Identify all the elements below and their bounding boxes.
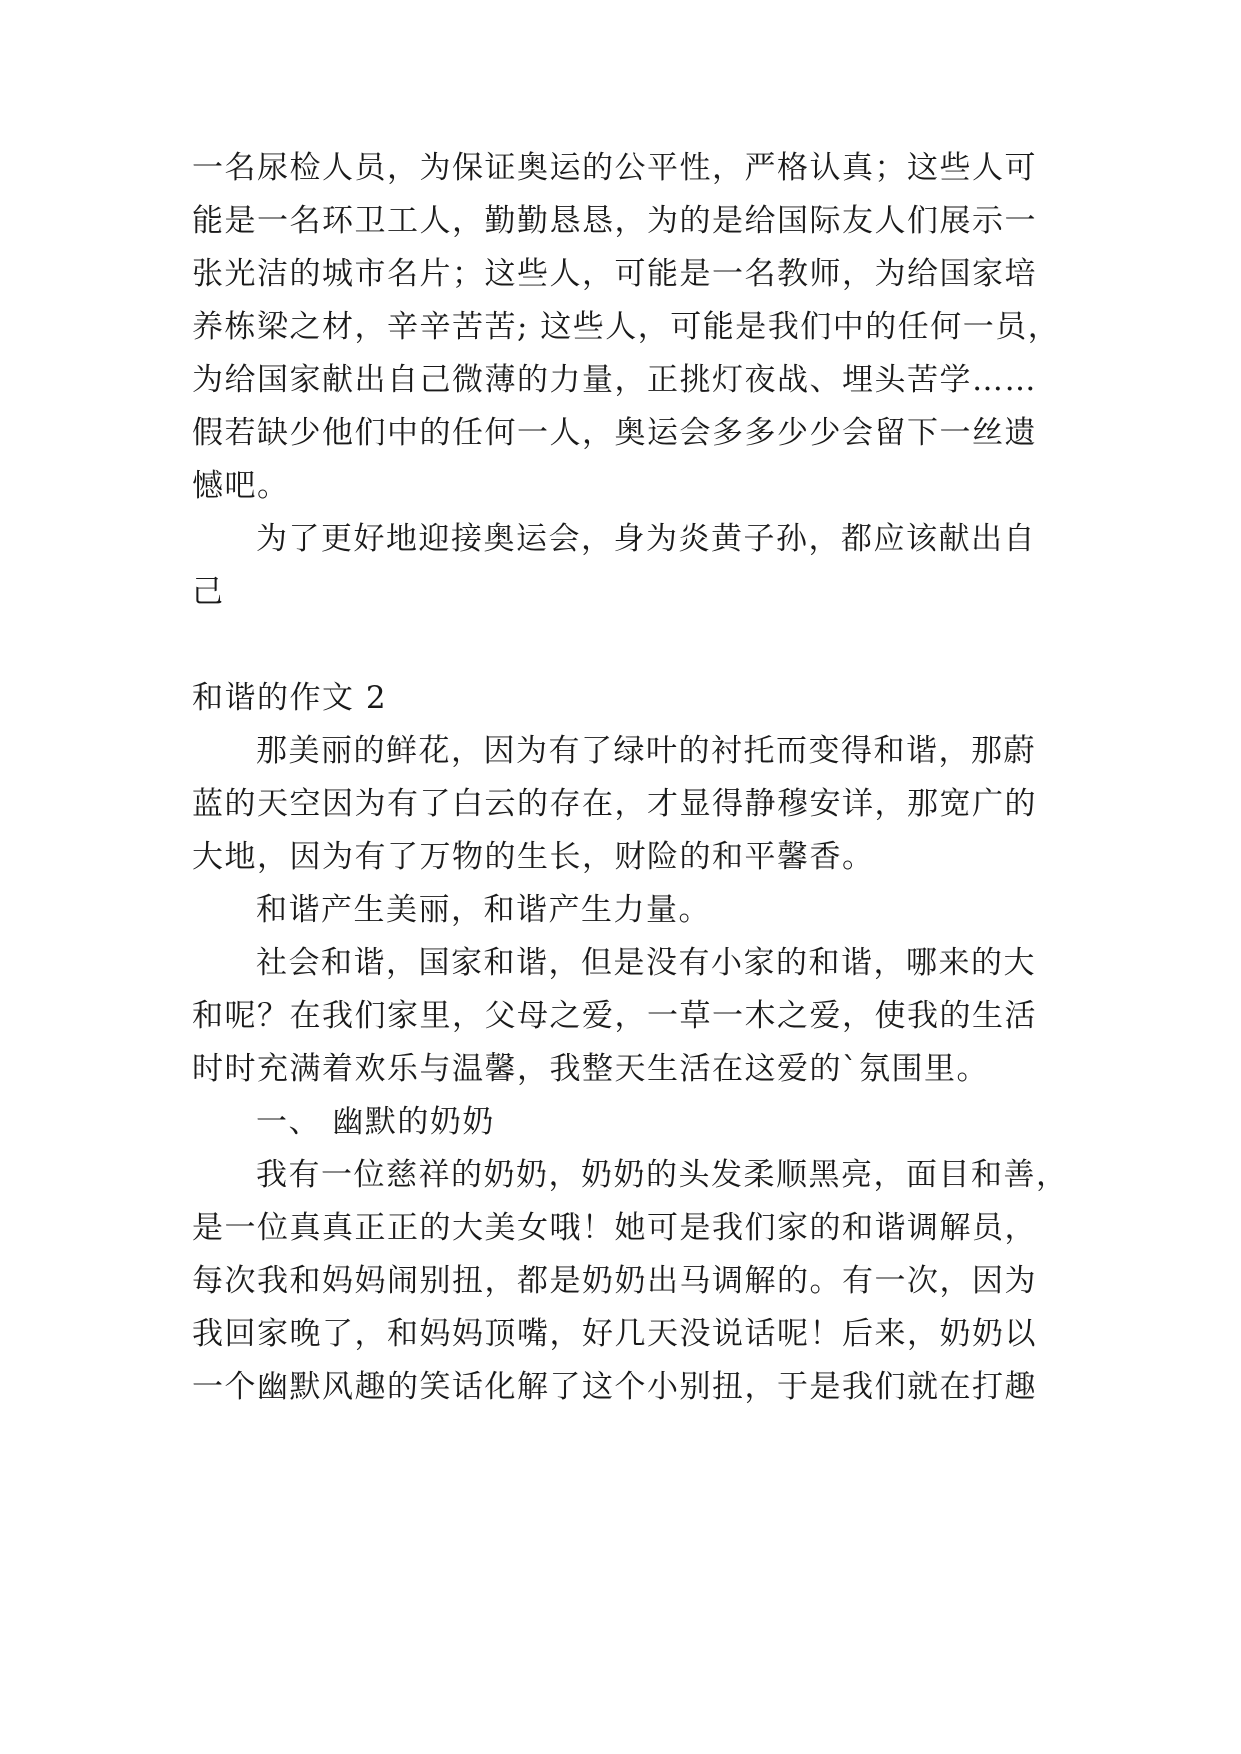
sub-heading: 一、 幽默的奶奶 <box>256 1104 495 1140</box>
paragraph-line: 假若缺少他们中的任何一人，奥运会多多少少会留下一丝遗 <box>192 415 1037 451</box>
paragraph-line: 一名尿检人员，为保证奥运的公平性，严格认真；这些人可 <box>192 150 1037 186</box>
paragraph-line: 蓝的天空因为有了白云的存在，才显得静穆安详，那宽广的 <box>192 786 1037 822</box>
paragraph-line: 一个幽默风趣的笑话化解了这个小别扭，于是我们就在打趣 <box>192 1369 1037 1405</box>
paragraph-line: 每次我和妈妈闹别扭，都是奶奶出马调解的。有一次，因为 <box>192 1263 1037 1299</box>
paragraph-line: 为给国家献出自己微薄的力量，正挑灯夜战、埋头苦学…… <box>192 362 1037 398</box>
paragraph-line: 我有一位慈祥的奶奶，奶奶的头发柔顺黑亮，面目和善， <box>256 1157 1069 1193</box>
paragraph-line: 和谐产生美丽，和谐产生力量。 <box>256 892 711 928</box>
paragraph-line: 那美丽的鲜花，因为有了绿叶的衬托而变得和谐，那蔚 <box>256 733 1036 769</box>
paragraph-line: 社会和谐，国家和谐，但是没有小家的和谐，哪来的大 <box>256 945 1036 981</box>
paragraph-line: 和呢？在我们家里，父母之爱，一草一木之爱，使我的生活 <box>192 998 1037 1034</box>
paragraph-line: 能是一名环卫工人，勤勤恳恳，为的是给国际友人们展示一 <box>192 203 1037 239</box>
paragraph-line: 我回家晚了，和妈妈顶嘴，好几天没说话呢！后来，奶奶以 <box>192 1316 1037 1352</box>
paragraph-line: 己 <box>192 574 225 610</box>
paragraph-line: 为了更好地迎接奥运会，身为炎黄子孙，都应该献出自 <box>256 521 1036 557</box>
paragraph-line: 时时充满着欢乐与温馨，我整天生活在这爱的`氛围里。 <box>192 1051 989 1087</box>
paragraph-line: 养栋梁之材，辛辛苦苦; 这些人，可能是我们中的任何一员， <box>192 309 1061 345</box>
paragraph-line: 憾吧。 <box>192 468 290 504</box>
paragraph-line: 是一位真真正正的大美女哦！她可是我们家的和谐调解员， <box>192 1210 1037 1246</box>
essay-title: 和谐的作文 2 <box>192 680 388 716</box>
paragraph-line: 张光洁的城市名片；这些人，可能是一名教师，为给国家培 <box>192 256 1037 292</box>
paragraph-line: 大地，因为有了万物的生长，财险的和平馨香。 <box>192 839 875 875</box>
